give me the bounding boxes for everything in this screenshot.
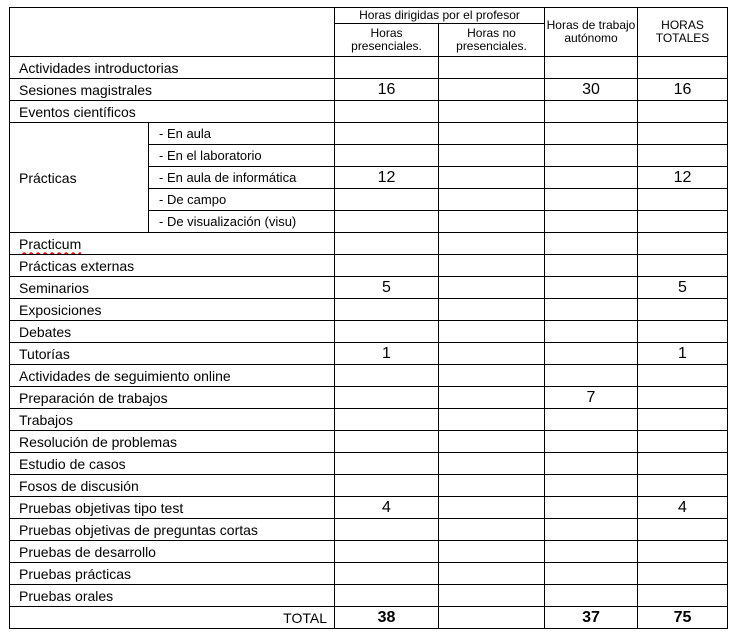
cell-presenciales bbox=[335, 101, 439, 123]
table-row bbox=[10, 57, 728, 79]
cell-autonomo bbox=[545, 299, 638, 321]
cell-presenciales bbox=[335, 563, 439, 585]
table-row bbox=[10, 277, 728, 299]
cell-totales: 12 bbox=[638, 167, 728, 189]
header-autonomo: Horas de trabajo autónomo bbox=[545, 8, 638, 57]
table-row bbox=[10, 79, 728, 101]
header-totales: HORAS TOTALES bbox=[638, 8, 728, 57]
cell-no-presenciales bbox=[439, 563, 545, 585]
table-row bbox=[10, 497, 728, 519]
cell-autonomo bbox=[545, 277, 638, 299]
cell-autonomo bbox=[545, 189, 638, 211]
table-row bbox=[10, 431, 728, 453]
cell-no-presenciales bbox=[439, 167, 545, 189]
cell-autonomo bbox=[545, 123, 638, 145]
row-label: Actividades de seguimiento online bbox=[10, 365, 335, 387]
cell-presenciales: 12 bbox=[335, 167, 439, 189]
cell-presenciales bbox=[335, 255, 439, 277]
row-label: Resolución de problemas bbox=[10, 431, 335, 453]
cell-no-presenciales bbox=[439, 123, 545, 145]
cell-presenciales bbox=[335, 387, 439, 409]
cell-autonomo bbox=[545, 519, 638, 541]
cell-totales bbox=[638, 321, 728, 343]
cell-totales bbox=[638, 189, 728, 211]
cell-autonomo bbox=[545, 563, 638, 585]
cell-totales bbox=[638, 585, 728, 607]
cell-no-presenciales bbox=[439, 299, 545, 321]
cell-totales bbox=[638, 365, 728, 387]
row-label: Pruebas orales bbox=[10, 585, 335, 607]
row-label: Trabajos bbox=[10, 409, 335, 431]
table-row bbox=[10, 255, 728, 277]
table-row bbox=[10, 343, 728, 365]
row-label: Pruebas objetivas tipo test bbox=[10, 497, 335, 519]
cell-totales: 1 bbox=[638, 343, 728, 365]
cell-no-presenciales bbox=[439, 365, 545, 387]
cell-autonomo bbox=[545, 233, 638, 255]
cell-no-presenciales bbox=[439, 519, 545, 541]
total-label: TOTAL bbox=[10, 607, 335, 629]
cell-totales bbox=[638, 123, 728, 145]
cell-autonomo bbox=[545, 255, 638, 277]
practicum-text: Practicum bbox=[19, 235, 82, 252]
row-label: Pruebas de desarrollo bbox=[10, 541, 335, 563]
total-row bbox=[10, 607, 728, 629]
cell-no-presenciales bbox=[439, 101, 545, 123]
cell-autonomo bbox=[545, 343, 638, 365]
cell-no-presenciales bbox=[439, 541, 545, 563]
cell-autonomo: 30 bbox=[545, 79, 638, 101]
row-label: Seminarios bbox=[10, 277, 335, 299]
table-row bbox=[10, 101, 728, 123]
cell-no-presenciales bbox=[439, 211, 545, 233]
row-label-practicas: Prácticas bbox=[10, 123, 149, 233]
cell-totales bbox=[638, 519, 728, 541]
cell-autonomo bbox=[545, 431, 638, 453]
cell-autonomo bbox=[545, 585, 638, 607]
cell-no-presenciales bbox=[439, 497, 545, 519]
row-label: Estudio de casos bbox=[10, 453, 335, 475]
row-label: Fosos de discusión bbox=[10, 475, 335, 497]
cell-totales bbox=[638, 563, 728, 585]
cell-totales bbox=[638, 145, 728, 167]
cell-presenciales bbox=[335, 299, 439, 321]
subrow-label: - De campo bbox=[149, 189, 335, 211]
cell-autonomo bbox=[545, 101, 638, 123]
cell-totales bbox=[638, 211, 728, 233]
table-row bbox=[10, 123, 728, 145]
hours-table bbox=[9, 7, 728, 629]
cell-totales bbox=[638, 453, 728, 475]
table-row bbox=[10, 453, 728, 475]
cell-no-presenciales bbox=[439, 189, 545, 211]
cell-presenciales bbox=[335, 321, 439, 343]
cell-autonomo bbox=[545, 145, 638, 167]
subrow-label: - En el laboratorio bbox=[149, 145, 335, 167]
cell-totales bbox=[638, 541, 728, 563]
row-label: Eventos científicos bbox=[10, 101, 335, 123]
cell-totales: 5 bbox=[638, 277, 728, 299]
cell-presenciales bbox=[335, 211, 439, 233]
cell-presenciales bbox=[335, 365, 439, 387]
header-no-presenciales: Horas no presenciales. bbox=[439, 24, 545, 57]
table-row bbox=[10, 365, 728, 387]
cell-no-presenciales bbox=[439, 475, 545, 497]
table-row bbox=[10, 299, 728, 321]
cell-no-presenciales bbox=[439, 343, 545, 365]
cell-presenciales: 5 bbox=[335, 277, 439, 299]
header-group: Horas dirigidas por el profesor bbox=[335, 8, 545, 24]
cell-no-presenciales bbox=[439, 277, 545, 299]
header-presenciales: Horas presenciales. bbox=[335, 24, 439, 57]
cell-autonomo bbox=[545, 167, 638, 189]
cell-autonomo bbox=[545, 211, 638, 233]
table-row bbox=[10, 409, 728, 431]
table-row bbox=[10, 475, 728, 497]
cell-totales bbox=[638, 233, 728, 255]
cell-no-presenciales bbox=[439, 453, 545, 475]
cell-presenciales bbox=[335, 233, 439, 255]
cell-autonomo bbox=[545, 541, 638, 563]
cell-no-presenciales bbox=[439, 145, 545, 167]
cell-autonomo bbox=[545, 453, 638, 475]
cell-no-presenciales bbox=[439, 255, 545, 277]
cell-no-presenciales bbox=[439, 387, 545, 409]
table-row bbox=[10, 233, 728, 255]
cell-presenciales: 16 bbox=[335, 79, 439, 101]
cell-totales bbox=[638, 57, 728, 79]
cell-no-presenciales bbox=[439, 233, 545, 255]
subrow-label: - En aula de informática bbox=[149, 167, 335, 189]
cell-presenciales bbox=[335, 585, 439, 607]
cell-no-presenciales bbox=[439, 431, 545, 453]
cell-presenciales: 4 bbox=[335, 497, 439, 519]
total-presenciales: 38 bbox=[335, 607, 439, 629]
row-label: Actividades introductorias bbox=[10, 57, 335, 79]
cell-no-presenciales bbox=[439, 409, 545, 431]
cell-autonomo: 7 bbox=[545, 387, 638, 409]
cell-presenciales bbox=[335, 189, 439, 211]
row-label: Tutorías bbox=[10, 343, 335, 365]
cell-presenciales: 1 bbox=[335, 343, 439, 365]
cell-no-presenciales bbox=[439, 321, 545, 343]
cell-autonomo bbox=[545, 365, 638, 387]
cell-totales bbox=[638, 255, 728, 277]
header-empty bbox=[10, 8, 335, 57]
row-label: Exposiciones bbox=[10, 299, 335, 321]
row-label: Pruebas prácticas bbox=[10, 563, 335, 585]
cell-presenciales bbox=[335, 519, 439, 541]
cell-autonomo bbox=[545, 321, 638, 343]
cell-no-presenciales bbox=[439, 57, 545, 79]
cell-no-presenciales bbox=[439, 79, 545, 101]
cell-presenciales bbox=[335, 453, 439, 475]
total-totales: 75 bbox=[638, 607, 728, 629]
subrow-label: - De visualización (visu) bbox=[149, 211, 335, 233]
cell-autonomo bbox=[545, 475, 638, 497]
subrow-label: - En aula bbox=[149, 123, 335, 145]
cell-presenciales bbox=[335, 541, 439, 563]
table-row bbox=[10, 541, 728, 563]
cell-autonomo bbox=[545, 497, 638, 519]
cell-totales: 4 bbox=[638, 497, 728, 519]
cell-totales bbox=[638, 475, 728, 497]
cell-presenciales bbox=[335, 145, 439, 167]
cell-autonomo bbox=[545, 409, 638, 431]
cell-totales bbox=[638, 431, 728, 453]
table-row bbox=[10, 563, 728, 585]
table-row bbox=[10, 585, 728, 607]
cell-presenciales bbox=[335, 57, 439, 79]
cell-totales bbox=[638, 409, 728, 431]
total-autonomo: 37 bbox=[545, 607, 638, 629]
cell-totales bbox=[638, 101, 728, 123]
row-label: Debates bbox=[10, 321, 335, 343]
row-label bbox=[10, 233, 335, 255]
row-label: Preparación de trabajos bbox=[10, 387, 335, 409]
table-row bbox=[10, 387, 728, 409]
cell-totales bbox=[638, 299, 728, 321]
cell-presenciales bbox=[335, 431, 439, 453]
table-row bbox=[10, 519, 728, 541]
cell-no-presenciales bbox=[439, 585, 545, 607]
cell-presenciales bbox=[335, 475, 439, 497]
table-row bbox=[10, 321, 728, 343]
cell-totales: 16 bbox=[638, 79, 728, 101]
row-label: Sesiones magistrales bbox=[10, 79, 335, 101]
row-label: Prácticas externas bbox=[10, 255, 335, 277]
total-no-presenciales bbox=[439, 607, 545, 629]
cell-totales bbox=[638, 387, 728, 409]
cell-presenciales bbox=[335, 123, 439, 145]
row-label: Pruebas objetivas de preguntas cortas bbox=[10, 519, 335, 541]
cell-autonomo bbox=[545, 57, 638, 79]
cell-presenciales bbox=[335, 409, 439, 431]
